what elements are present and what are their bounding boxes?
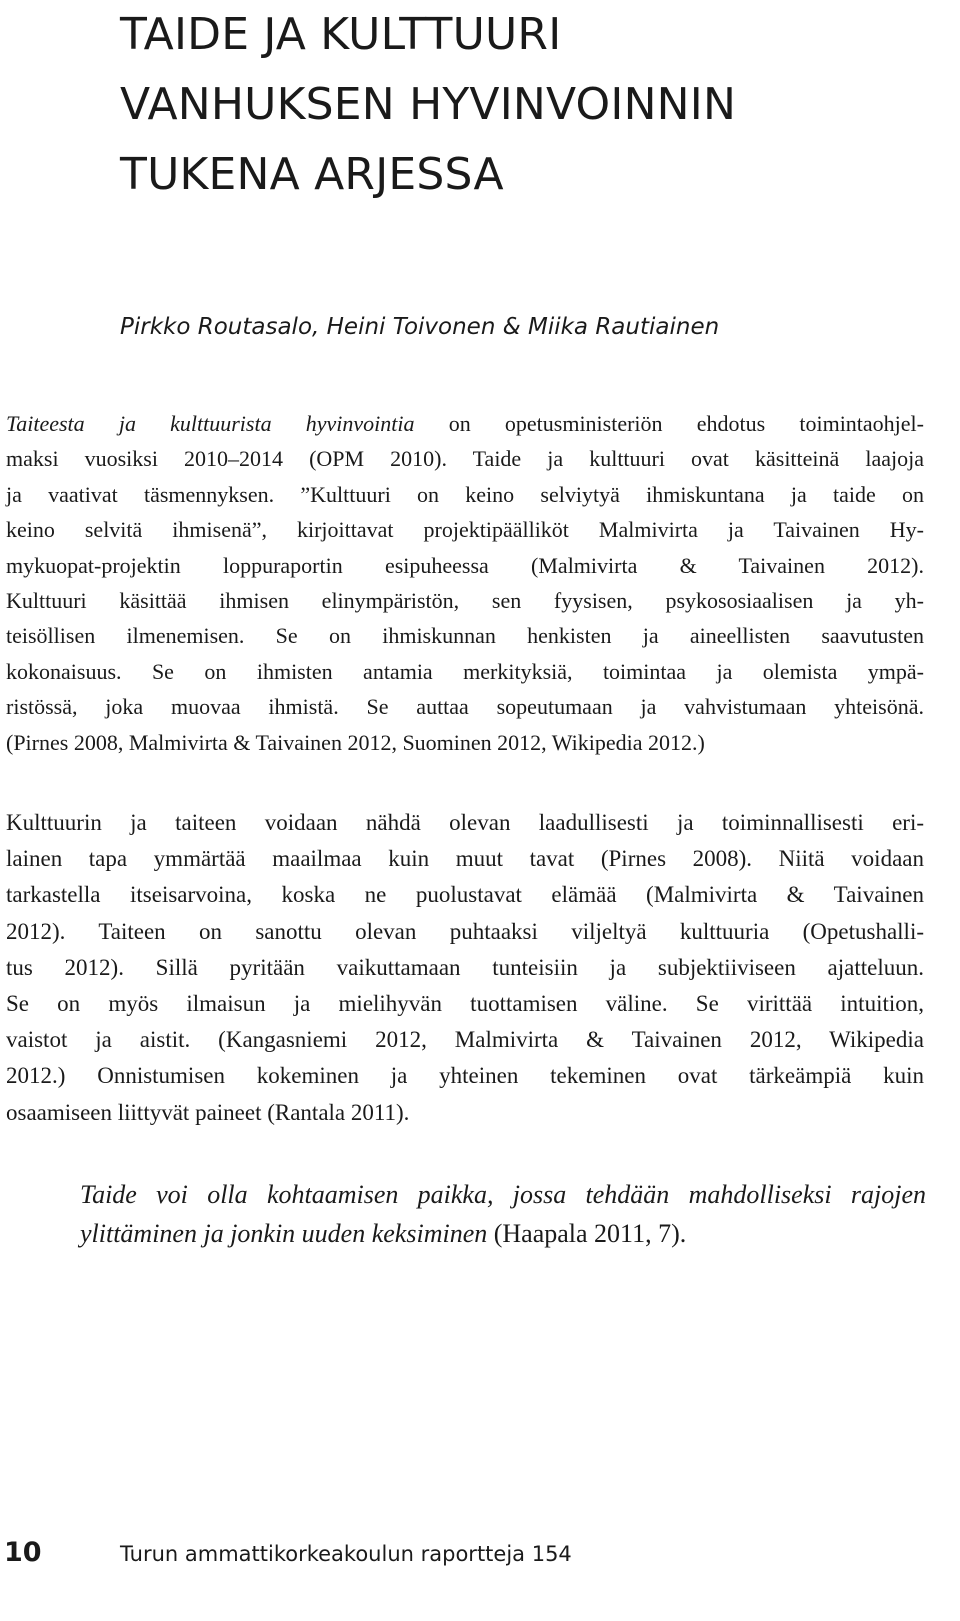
paragraph-line: vaistot ja aistit. (Kangasniemi 2012, Malmivirta & Taivainen 2012, Wikipedia [6, 1027, 924, 1053]
authors-line: Pirkko Routasalo, Heini Toivonen & Miika Rautiainen [120, 314, 720, 340]
paragraph-line: ja vaativat täsmennyksen. ”Kulttuuri on keino selviytyä ihmiskuntana ja taide on [6, 481, 924, 507]
paragraph-line: (Pirnes 2008, Malmivirta & Taivainen 2012, Suominen 2012, Wikipedia 2012.) [6, 729, 705, 755]
paragraph-intro [6, 406, 924, 760]
paragraph-line: Kulttuuri käsittää ihmisen elinympäristön, sen fyysisen, psykososiaalisen ja yh- [6, 588, 924, 614]
text-run: on opetusministeriön ehdotus toimintaohjel- [414, 411, 924, 436]
paragraph-line: 2012.) Onnistumisen kokeminen ja yhteinen tekeminen ovat tärkeämpiä kuin [6, 1063, 924, 1089]
paragraph-line: 2012). Taiteen on sanottu olevan puhtaaksi viljeltyä kulttuuria (Opetushalli- [6, 918, 924, 944]
page-footer [0, 1533, 960, 1573]
chapter-title-line: TAIDE JA KULTTUURI [120, 9, 562, 60]
paragraph-line: Kulttuurin ja taiteen voidaan nähdä olevan laadullisesti ja toiminnallisesti eri- [6, 810, 924, 835]
quote-citation: (Haapala 2011, 7). [487, 1219, 687, 1248]
series-title: Turun ammattikorkeakoulun raportteja 154 [120, 1542, 572, 1566]
paragraph-line: ristössä, joka muovaa ihmistä. Se auttaa sopeutumaan ja vahvistumaan yhteisönä. [6, 694, 924, 720]
paragraph-line: Se on myös ilmaisun ja mielihyvän tuottamisen väline. Se virittää intuition, [6, 991, 924, 1017]
chapter-title [120, 0, 920, 210]
paragraph-line: tus 2012). Sillä pyritään vaikuttamaan tunteisiin ja subjektiiviseen ajatteluun. [6, 954, 924, 980]
chapter-title-line: VANHUKSEN HYVINVOINNIN [120, 79, 737, 130]
quote-line [80, 1214, 926, 1253]
page-number: 10 [4, 1537, 42, 1568]
block-quote [80, 1175, 926, 1253]
italic-phrase: Taiteesta ja kulttuurista hyvinvointia [6, 411, 415, 436]
paragraph-line: mykuopat-projektin loppuraportin esipuheessa (Malmivirta & Taivainen 2012). [6, 552, 924, 578]
paragraph-line: maksi vuosiksi 2010–2014 (OPM 2010). Taide ja kulttuuri ovat käsitteinä laajoja [6, 446, 924, 472]
paragraph-culture [6, 805, 924, 1131]
italic-phrase: ylittäminen ja jonkin uuden keksiminen [80, 1219, 488, 1248]
paragraph-line: kokonaisuus. Se on ihmisten antamia merkityksiä, toimintaa ja olemista ympä- [6, 658, 924, 684]
quote-line [80, 1175, 926, 1214]
paragraph-line: lainen tapa ymmärtää maailmaa kuin muut tavat (Pirnes 2008). Niitä voidaan [6, 846, 924, 872]
paragraph-line: osaamiseen liittyvät paineet (Rantala 2011). [6, 1099, 410, 1125]
italic-phrase: Taide voi olla kohtaamisen paikka, jossa tehdään mahdolliseksi rajojen [80, 1180, 926, 1209]
paragraph-line: tarkastella itseisarvoina, koska ne puolustavat elämää (Malmivirta & Taivainen [6, 882, 924, 908]
paragraph-line [6, 406, 924, 441]
paragraph-line: keino selvitä ihmisenä”, kirjoittavat projektipäälliköt Malmivirta ja Taivainen Hy- [6, 517, 924, 543]
chapter-title-line: TUKENA ARJESSA [120, 149, 504, 200]
paragraph-line: teisöllisen ilmenemisen. Se on ihmiskunnan henkisten ja aineellisten saavutusten [6, 623, 924, 649]
